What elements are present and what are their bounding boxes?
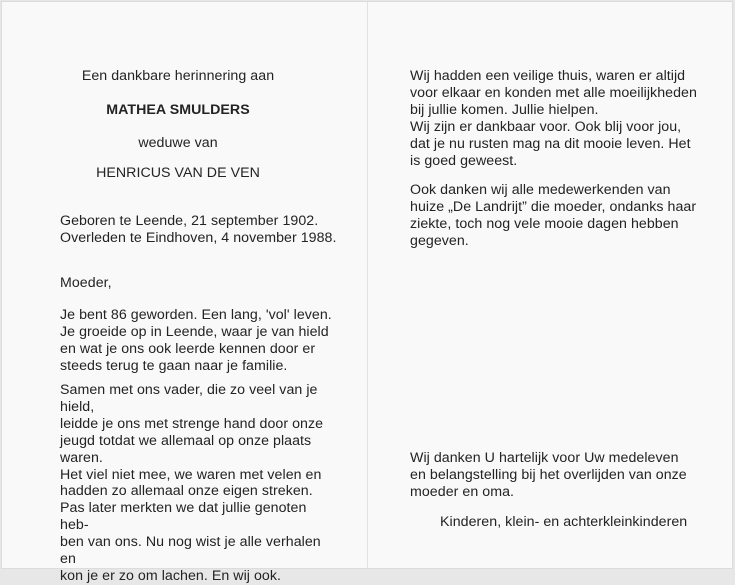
- spouse-name: HENRICUS VAN DE VEN: [96, 165, 260, 181]
- deceased-name: MATHEA SMULDERS: [106, 102, 250, 118]
- relation-line: weduwe van: [138, 135, 218, 151]
- death-line: Overleden te Eindhoven, 4 november 1988.: [60, 230, 337, 246]
- intro-line: Een dankbare herinnering aan: [81, 68, 275, 84]
- card-fold-line: [367, 2, 368, 568]
- left-paragraph-1: Je bent 86 geworden. Een lang, 'vol' leven. Je groeide op in Leende, waar je van hield en wat je ons ook leerde kennen door er steeds terug te gaan naar je familie.: [60, 307, 332, 374]
- left-paragraph-2: Samen met ons vader, die zo veel van je hield, leidde je ons met strenge hand door onze jeugd totdat we allemaal op onze plaats waren. Het viel niet mee, we waren met velen en hadden zo allemaal onze eigen streken. Pas later merkten we dat jullie genoten heb- ben van ons. Nu nog wist je alle verhalen en kon je er zo om lachen. En wij ook.: [60, 382, 324, 584]
- birth-line: Geboren te Leende, 21 september 1902.: [60, 213, 319, 229]
- salutation: Moeder,: [60, 275, 112, 291]
- right-paragraph-1: Wij hadden een veilige thuis, waren er altijd voor elkaar en konden met alle moeilijkheden bij jullie komen. Jullie hielpen. Wij zijn er dankbaar voor. Ook blij voor jou, dat je nu rusten mag na dit mooie leven. Het is goed geweest.: [410, 68, 697, 169]
- thanks-paragraph: Wij danken U hartelijk voor Uw medeleven en belangstelling bij het overlijden van onze moeder en oma.: [410, 450, 687, 500]
- signature-line: Kinderen, klein- en achterkleinkinderen: [440, 514, 688, 530]
- right-paragraph-2: Ook danken wij alle medewerkenden van huize „De Landrijt” die moeder, ondanks haar ziekte, toch nog vele mooie dagen hebben gegeven.: [410, 182, 697, 249]
